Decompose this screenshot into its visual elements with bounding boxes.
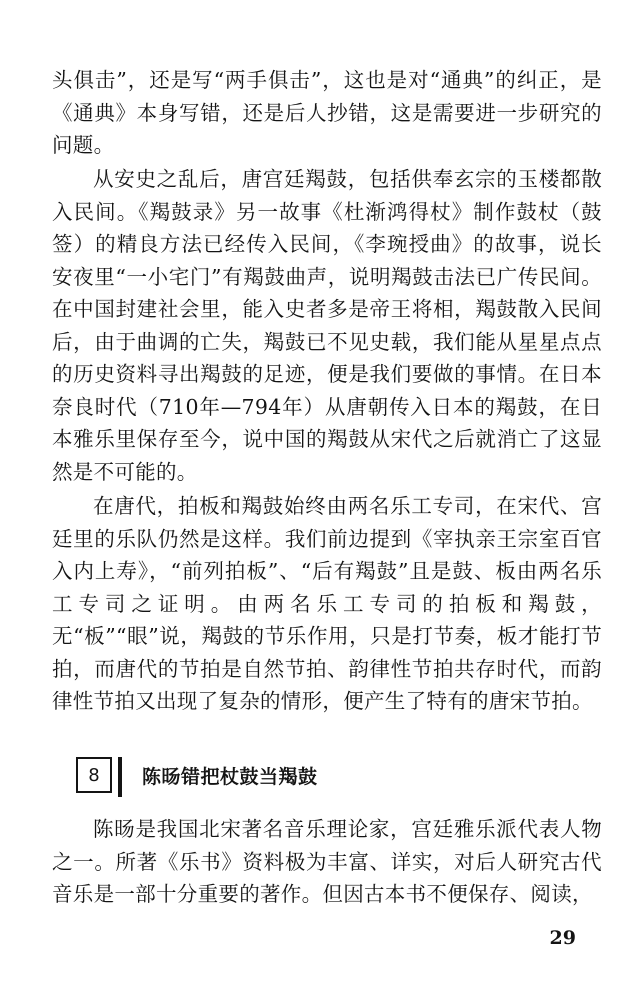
paragraph-continuation: 头俱击”，还是写“两手俱击”，这也是对“通典”的纠正，是《通典》本身写错，还是后人抄错，这是需要进一步研究的问题。 [52,68,602,157]
page-number: 29 [549,927,576,949]
section-heading [76,755,318,795]
section-number-box: 8 [76,757,112,793]
paragraph-anshi-rebellion: 从安史之乱后，唐宫廷羯鼓，包括供奉玄宗的玉楼都散入民间。《羯鼓录》另一故事《杜渐鸿得杖》制作鼓杖（鼓签）的精良方法已经传入民间，《李琬授曲》的故事，说长安夜里“一小宅门”有羯鼓曲声，说明羯鼓击法已广传民间。在中国封建社会里，能入史者多是帝王将相，羯鼓散入民间后，由于曲调的亡失，羯鼓已不见史载，我们能从星星点点的历史资料寻出羯鼓的足迹，便是我们要做的事情。在日本奈良时代（710年—794年）从唐朝传入日本的羯鼓，在日本雅乐里保存至今，说中国的羯鼓从宋代之后就消亡了这显然是不可能的。 [52,167,602,484]
paragraph-chen-yang: 陈旸是我国北宋著名音乐理论家，宫廷雅乐派代表人物之一。所著《乐书》资料极为丰富、详实，对后人研究古代音乐是一部十分重要的著作。但因古本书不便保存、阅读， [52,817,602,906]
section-title: 陈旸错把杖鼓当羯鼓 [142,765,318,788]
paragraph-tang-dynasty: 在唐代，拍板和羯鼓始终由两名乐工专司，在宋代、宫廷里的乐队仍然是这样。我们前边提到《宰执亲王宗室百官入内上寿》，“前列拍板”、“后有羯鼓”且是鼓、板由两名乐工专司之证明。由两名乐工专司的拍板和羯鼓，无“板”“眼”说，羯鼓的节乐作用，只是打节奏，板才能打节拍，而唐代的节拍是自然节拍、韵律性节拍共存时代，而韵律性节拍又出现了复杂的情形，便产生了特有的唐宋节拍。 [52,494,602,713]
